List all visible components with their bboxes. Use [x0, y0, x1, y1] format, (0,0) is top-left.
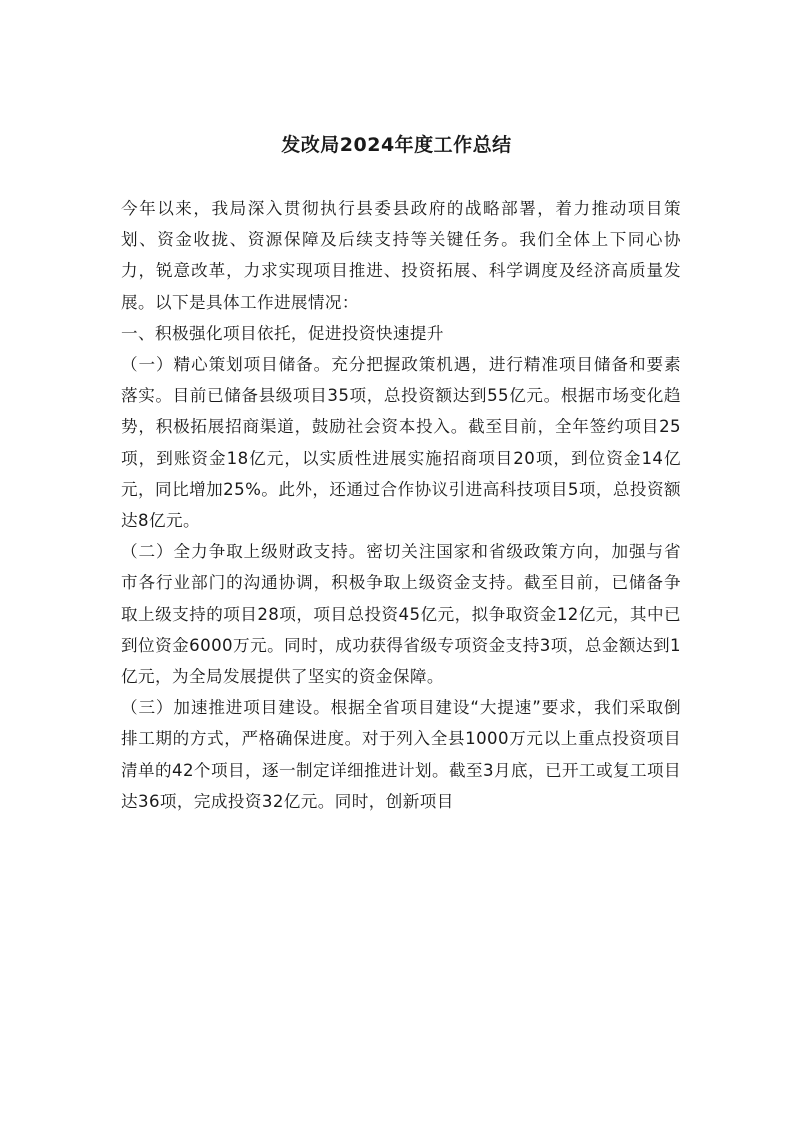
document-title: 发改局2024年度工作总结 — [281, 134, 512, 156]
paragraph-financial-support: （二）全力争取上级财政支持。密切关注国家和省级政策方向，加强与省市各行业部门的沟通协调，积极争取上级资金支持。截至目前，已储备争取上级支持的项目28项，项目总投资45亿元，拟争取资金12亿元，其中已到位资金6000万元。同时，成功获得省级专项资金支持3项，总金额达到1亿元，为全局发展提供了坚实的资金保障。 — [121, 542, 681, 687]
section-heading: 一、积极强化项目依托，促进投资快速提升 — [121, 323, 444, 343]
intro-paragraph: 今年以来，我局深入贯彻执行县委县政府的战略部署，着力推动项目策划、资金收拢、资源保障及后续支持等关键任务。我们全体上下同心协力，锐意改革，力求实现项目推进、投资拓展、科学调度及经济高质量发展。以下是具体工作进展情况： — [121, 199, 681, 312]
paragraph-project-construction: （三）加速推进项目建设。根据全省项目建设“大提速”要求，我们采取倒排工期的方式，严格确保进度。对于列入全县1000万元以上重点投资项目清单的42个项目，逐一制定详细推进计划。截至3月底，已开工或复工项目达36项，完成投资32亿元。同时，创新项目 — [121, 698, 681, 811]
document-body — [121, 193, 681, 817]
paragraph-project-reserve: （一）精心策划项目储备。充分把握政策机遇，进行精准项目储备和要素落实。目前已储备县级项目35项，总投资额达到55亿元。根据市场变化趋势，积极拓展招商渠道，鼓励社会资本投入。截至目前，全年签约项目25项，到账资金18亿元，以实质性进展实施招商项目20项，到位资金14亿元，同比增加25%。此外，还通过合作协议引进高科技项目5项，总投资额达8亿元。 — [121, 355, 681, 531]
